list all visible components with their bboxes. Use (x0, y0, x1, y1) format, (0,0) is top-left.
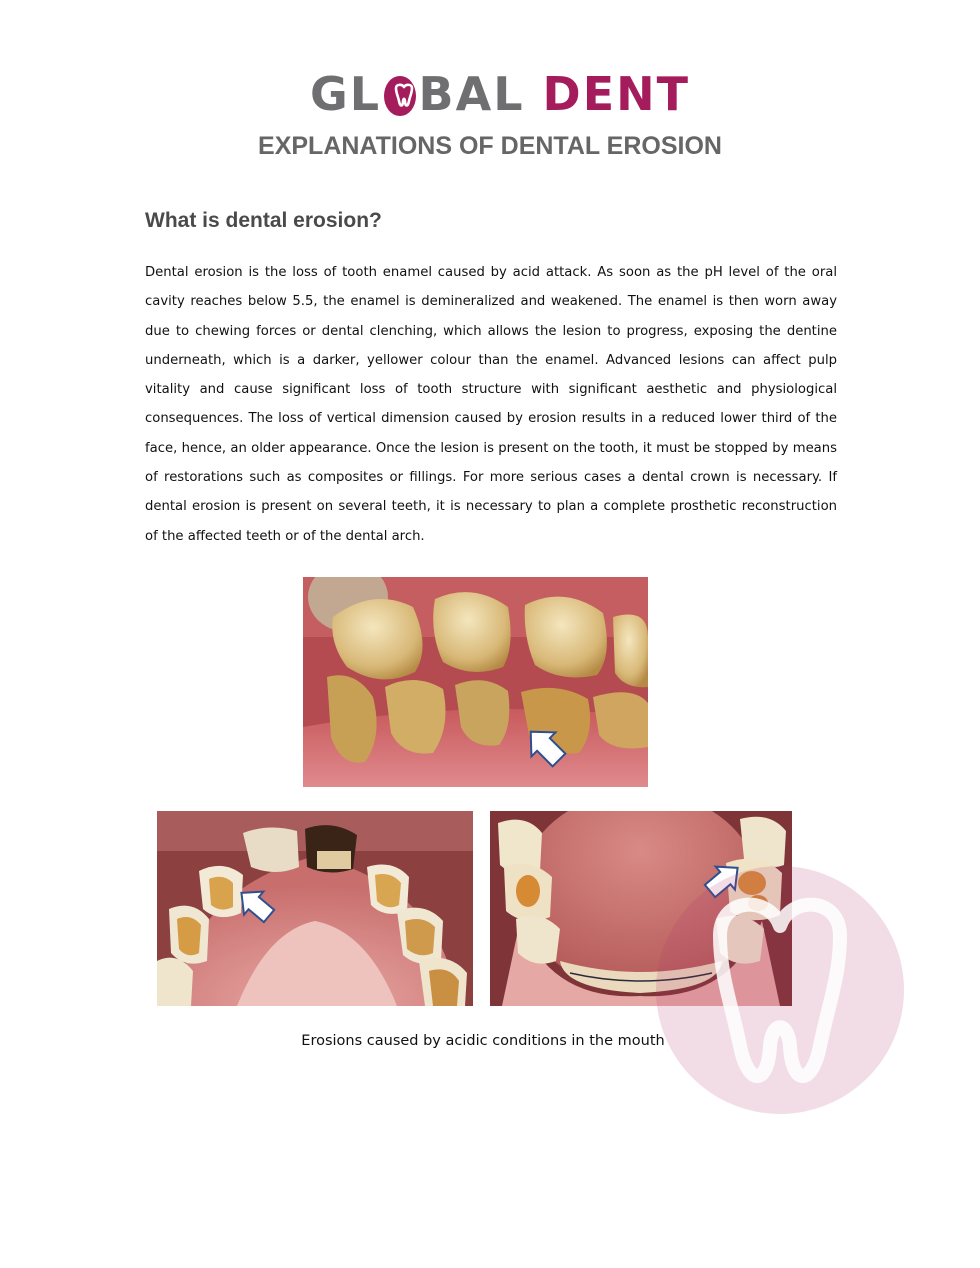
logo-text-dent: DENT (542, 67, 690, 121)
tooth-watermark-icon (656, 866, 904, 1114)
global-dent-logo (310, 66, 690, 122)
lateral-teeth-photo (303, 577, 648, 787)
section-heading: What is dental erosion? (145, 209, 382, 232)
image-caption: Erosions caused by acidic conditions in the mouth (301, 1033, 665, 1049)
tooth-logo-icon (384, 76, 415, 116)
logo-text-gl: GL (310, 67, 382, 121)
logo-text-bal: BAL (418, 67, 525, 121)
document-title: EXPLANATIONS OF DENTAL EROSION (258, 132, 722, 160)
upper-arch-photo (157, 811, 473, 1006)
body-paragraph: Dental erosion is the loss of tooth enamel caused by acid attack. As soon as the pH level of the oral cavity reaches below 5.5, the enamel is demineralized and weakened. The enamel is then worn away due to chewing forces or dental clenching, which allows the lesion to progress, exposing the dentine underneath, which is a darker, yellower colour than the enamel. Advanced lesions can affect pulp vitality and cause significant loss of tooth structure with significant aesthetic and physiological consequences. The loss of vertical dimension caused by erosion results in a reduced lower third of the face, hence, an older appearance. Once the lesion is present on the tooth, it must be stopped by means of restorations such as composites or fillings. For more serious cases a dental crown is necessary. If dental erosion is present on several teeth, it is necessary to plan a complete prosthetic reconstruction of the affected teeth or of the dental arch. (145, 265, 837, 544)
